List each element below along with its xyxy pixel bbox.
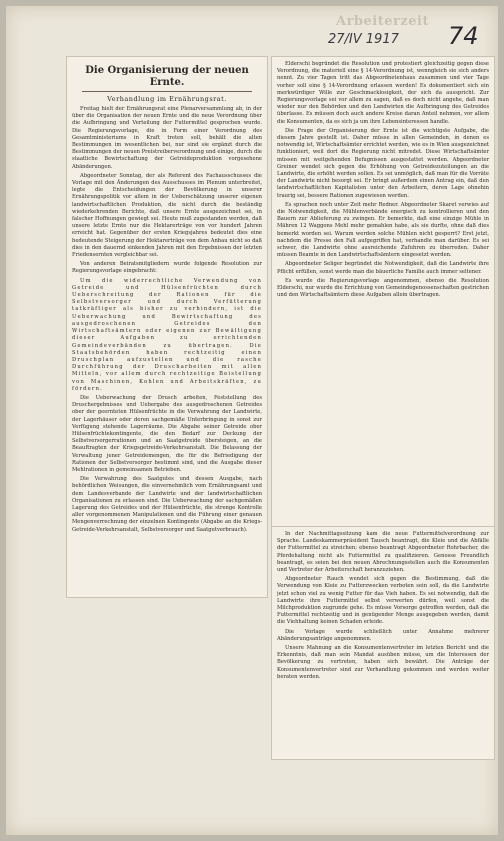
newspaper-masthead: Arbeiterzeit xyxy=(336,14,429,29)
paragraph: Die Ueberwachung der Drusch arbeiten, Feststellung des Druschergebnisses und Uebergabe des ausgedroschenen Getreides ober der geernteten Hülsenfrüchte in die Verwahrung der Landwirte, der Lagerhäuser oder deren sachgemäße Unterbringung in sonst zur Verfügung stehende Lagerräume. Die Abgabe seiner Getreide ober Hülsenfrüchtekontingente, die den Bedarf zur Deckung der Selbstversorgerrationen und an Saatgetreide übersteigen, an die Beauftragten der Kriegsgetreide-Verkehrsanstalt. Die Belassung der Verwaltung jener Getreidemengen, die für die Befriedigung der Rationen der Selbstversorger bestimmt sind, und die Ausgabe dieser Mehlrationen in gemeinsamen Betrieben. xyxy=(72,394,262,473)
right-column-bottom xyxy=(277,531,489,755)
headline-rule xyxy=(82,91,252,92)
left-column xyxy=(72,61,262,593)
paragraph: Es wurde die Regierungsvorlage angenommen, ebenso die Resolution Elderschi, nur wurde die Errichtung von Gemeindegenossenschaften gestrichen und den Wirtschaftsämtern diese Aufgaben allein übertragen. xyxy=(277,277,489,299)
paragraph: Die Vorlage wurde schließlich unter Annahme mehrerer Abänderungsanträge angenommen. xyxy=(277,628,489,642)
paragraph: Von anderen Beiratsmitgliedern wurde folgende Resolution zur Regierungsvorlage eingebracht: xyxy=(72,261,262,275)
paragraph: Unsere Mahnung an die Konsumentenvertreter im letzten Bericht und die Erkenntnis, daß man sein Mandat ausüben müsse, um die Interessen der Bevölkerung zu vertreten, haben sich bewährt. Die Anträge der Konsumentenvertreter sind zur Verhandlung gekommen und werden weiter beraten werden. xyxy=(277,645,489,680)
paragraph: Es sprachen noch unter Zeit mehr Redner. Abgeordneter Skaret verwies auf die Notwendigkeit, die Mühlenverbände energisch zu kontrollieren und den Bauern zur Ablieferung zu zwingen. Er bemerkte, daß eine einzige Mühle in Mähren 12 Waggons Mehl mehr gemahlen habe, als sie durfte, ohne daß dies bemerkt worden sei. Warum werden solche Mühlen nicht gesperrt? Erst jetzt, nachdem die Presse den Fall aufgegriffen hat, verhandle man darüber. Es sei schwer, die Landwirte ohne ausreichende Zufuhren zu überreden. Daher müssen Beamte in den Landwirtschaftsämtern eingesetzt werden. xyxy=(277,201,489,259)
paragraph: Freitag hielt der Ernährungsrat eine Plenarversammlung ab, in der über die Organisation der neuen Ernte und die neue Verordnung über die Aufbringung und Verteilung der Futtermittel gesprochen wurde. Die Regierungsvorlage, die in Form einer Verordnung des Gesamtministeriums in Kraft treten soll, behält die alten Bestimmungen im wesentlichen bei, nur sind sie ergänzt durch die Bestimmungen der neuen Preistreiberverordnung und einige, durch die staatliche Bewirtschaftung der Getreideproduktion vorgesehene Abänderungen. xyxy=(72,106,262,170)
paragraph: In der Nachmittagssitzung kam die neue Futtermittelverordnung zur Sprache. Landeskammerpräsident Tausch beantragt, die Kleie und die Abfälle der Futtermittel zu streichen; ebenso beantragt Abgeordneter Rohrbacher, die Pferdehaltung nicht als Futtermittel zu qualifizieren. Genosse Freundlich beantragt, es seien bei den neuen Abrechnungsstellen auch die Konsumenten und Vertreter der Arbeiterschaft heranzuziehen. xyxy=(277,531,489,574)
paragraph: Abgeordneter Sonntag, der als Referent des Fachausschusses die Vorlage mit den Änderungen des Ausschusses im Plenum unterbreitet, legte die Entscheidungen der Bevölkerung in unserer Ernährungspolitik vor allem in der Ueberschätzung unserer eigenen landwirtschaftlichen Produktion, die nicht durch die beständig wiederkehrenden Berichte, daß unsere Ernte ausgezeichnet sei, in falscher Hoffnungen gewiegt sei. Heute muß zugestanden werden, daß unsere letzte Ernte nur die Hektarerträge von vor hundert Jahren erreicht hat. Gegenüber der ersten Kriegsjahres bedeutet dies eine bedeutende Steigerung der Hektarerträge von dem Anbau nicht so daß dies in den dauernd sinkenden Jahren mit den Ergebnissen der letzten Friedensernten vergleichbar sei. xyxy=(72,172,262,259)
clipping-right-bottom xyxy=(271,526,495,760)
article-subhead: Verhandlung im Ernährungsrat. xyxy=(107,95,227,103)
resolution-paragraph: Um die widerrechtliche Verwendung von Getreide und Hülsenfrüchten durch Ueberschreitung der Rationen für die Selbstversorger und durch Verfütterung tatkräftiger als bisher zu verhindern, ist die Ueberwachung und Bewirtschaftung des ausgedroschenen Getreides den Wirtschaftsämtern oder eigenen zur Bewältigung dieser Aufgaben zu errichtenden Gemeindeverbänden zu übertragen. Die Staatsbehörden haben rechtzeitig einen Druschplan aufzustellen und die rasche Durchführung der Druscharbeiten mit allen Mitteln, vor allem durch rechtzeitige Beistellung von Maschinen, Kohlen und Arbeitskräften, zu fördern. xyxy=(72,277,262,392)
handwritten-page-number: 74 xyxy=(448,22,479,50)
paragraph: Abgeordneter Seliger begründet die Notwendigkeit, daß die Landwirte ihre Pflicht erfüllen, sonst werde man die bäuerliche Familie auch immer seltener. xyxy=(277,261,489,275)
paragraph: Die Verwahrung des Saatgutes und dessen Ausgabe, nach behördlichen Weisungen, die einvernehmlich vom Ernährungsamt und dem Landesverbande der Landwirte und der landwirtschaftlichen Organisationen zu erlassen sind. Die Ueberwachung der sachgemäßen Lagerung des Getreides und der Hülsenfrüchte, die strenge Kontrolle aller vorgenommenen Manipulationen und die Führung einer genauen Mengenverrechnung der einzelnen Kontingente (Abgabe an die Kriegs-Getreide-Verkehrsanstalt, Selbstversorger und Saatgutverbrauch). xyxy=(72,476,262,533)
handwritten-date: 27/IV 1917 xyxy=(328,32,399,47)
paragraph: Die Frage der Organisierung der Ernte ist die wichtigste Aufgabe, die diesem Jahre gestellt ist. Daher müsse in allen Gemeinden, in denen es notwendig ist, Wirtschaftsämter errichtet werden, wie es in Wien ausgezeichnet funktioniert, weil dort die Regierung nicht mitredet. Diese Wirtschaftsämter müssen mit weitgehenden Befugnissen ausgestattet werden. Abgeordneter Greiner wendet sich gegen die Erhöhung von Getreidezuteilungen an die Landwirte, die erhöht werden sollen. Es sei unmöglich, daß man für die Vorräte der Landwirte nicht besorgt sei. Er bringt außerdem einen Antrag ein, daß den landwirtschaftlichen Kapitalisten unter den Arbeitern, deren Lage ohnehin traurig sei, bessere Rationen zugewiesen werden. xyxy=(277,127,489,199)
article-headline: Die Organisierung der neuen Ernte. xyxy=(85,65,249,88)
clipping-left xyxy=(66,56,268,598)
clipping-right-top xyxy=(271,56,495,528)
archive-sheet xyxy=(6,6,498,835)
paragraph: Elderschi begründet die Resolution und protestiert gleichzeitig gegen diese Verordnung, die materiell eine § 14-Verordnung ist, wenngleich sie sich anders nennt. Zu vier Tagen tritt das Abgeordnetenhaus zusammen und vier Tage vorher soll eine § 14-Verordnung erlassen werden! Es dokumentiert sich ein merkwürdiger Wille zur Geschmacklosigkeit, der sich da ausspricht. Zur Regierungsvorlage sei vor allem zu sagen, daß es doch nicht angehe, daß man wieder nur den Behörden und den Landwirten die Aufbringung des Getreides überlasse. Es müssen doch auch andere Kreise daran Anteil nehmen, vor allem die Konsumenten, da es sich ja um ihre Lebensinteressen handle. xyxy=(277,61,489,125)
right-column-top xyxy=(277,61,489,523)
paragraph: Abgeordneter Rauch wendet sich gegen die Bestimmung, daß die Verwendung von Kleie zu Futterzwecken verboten sein soll, da die Landwirte jetzt schon viel zu wenig Futter für das Vieh haben. Es sei notwendig, daß die Landwirte ihre Futtermittel selbst verwerten dürfen, weil sonst die Milchproduktion zugrunde gehe. Es müsse Vorsorge getroffen werden, daß die Futtermittel rechtzeitig und in genügender Menge ausgegeben werden, damit die Viehhaltung keinen Schaden erleide. xyxy=(277,576,489,626)
